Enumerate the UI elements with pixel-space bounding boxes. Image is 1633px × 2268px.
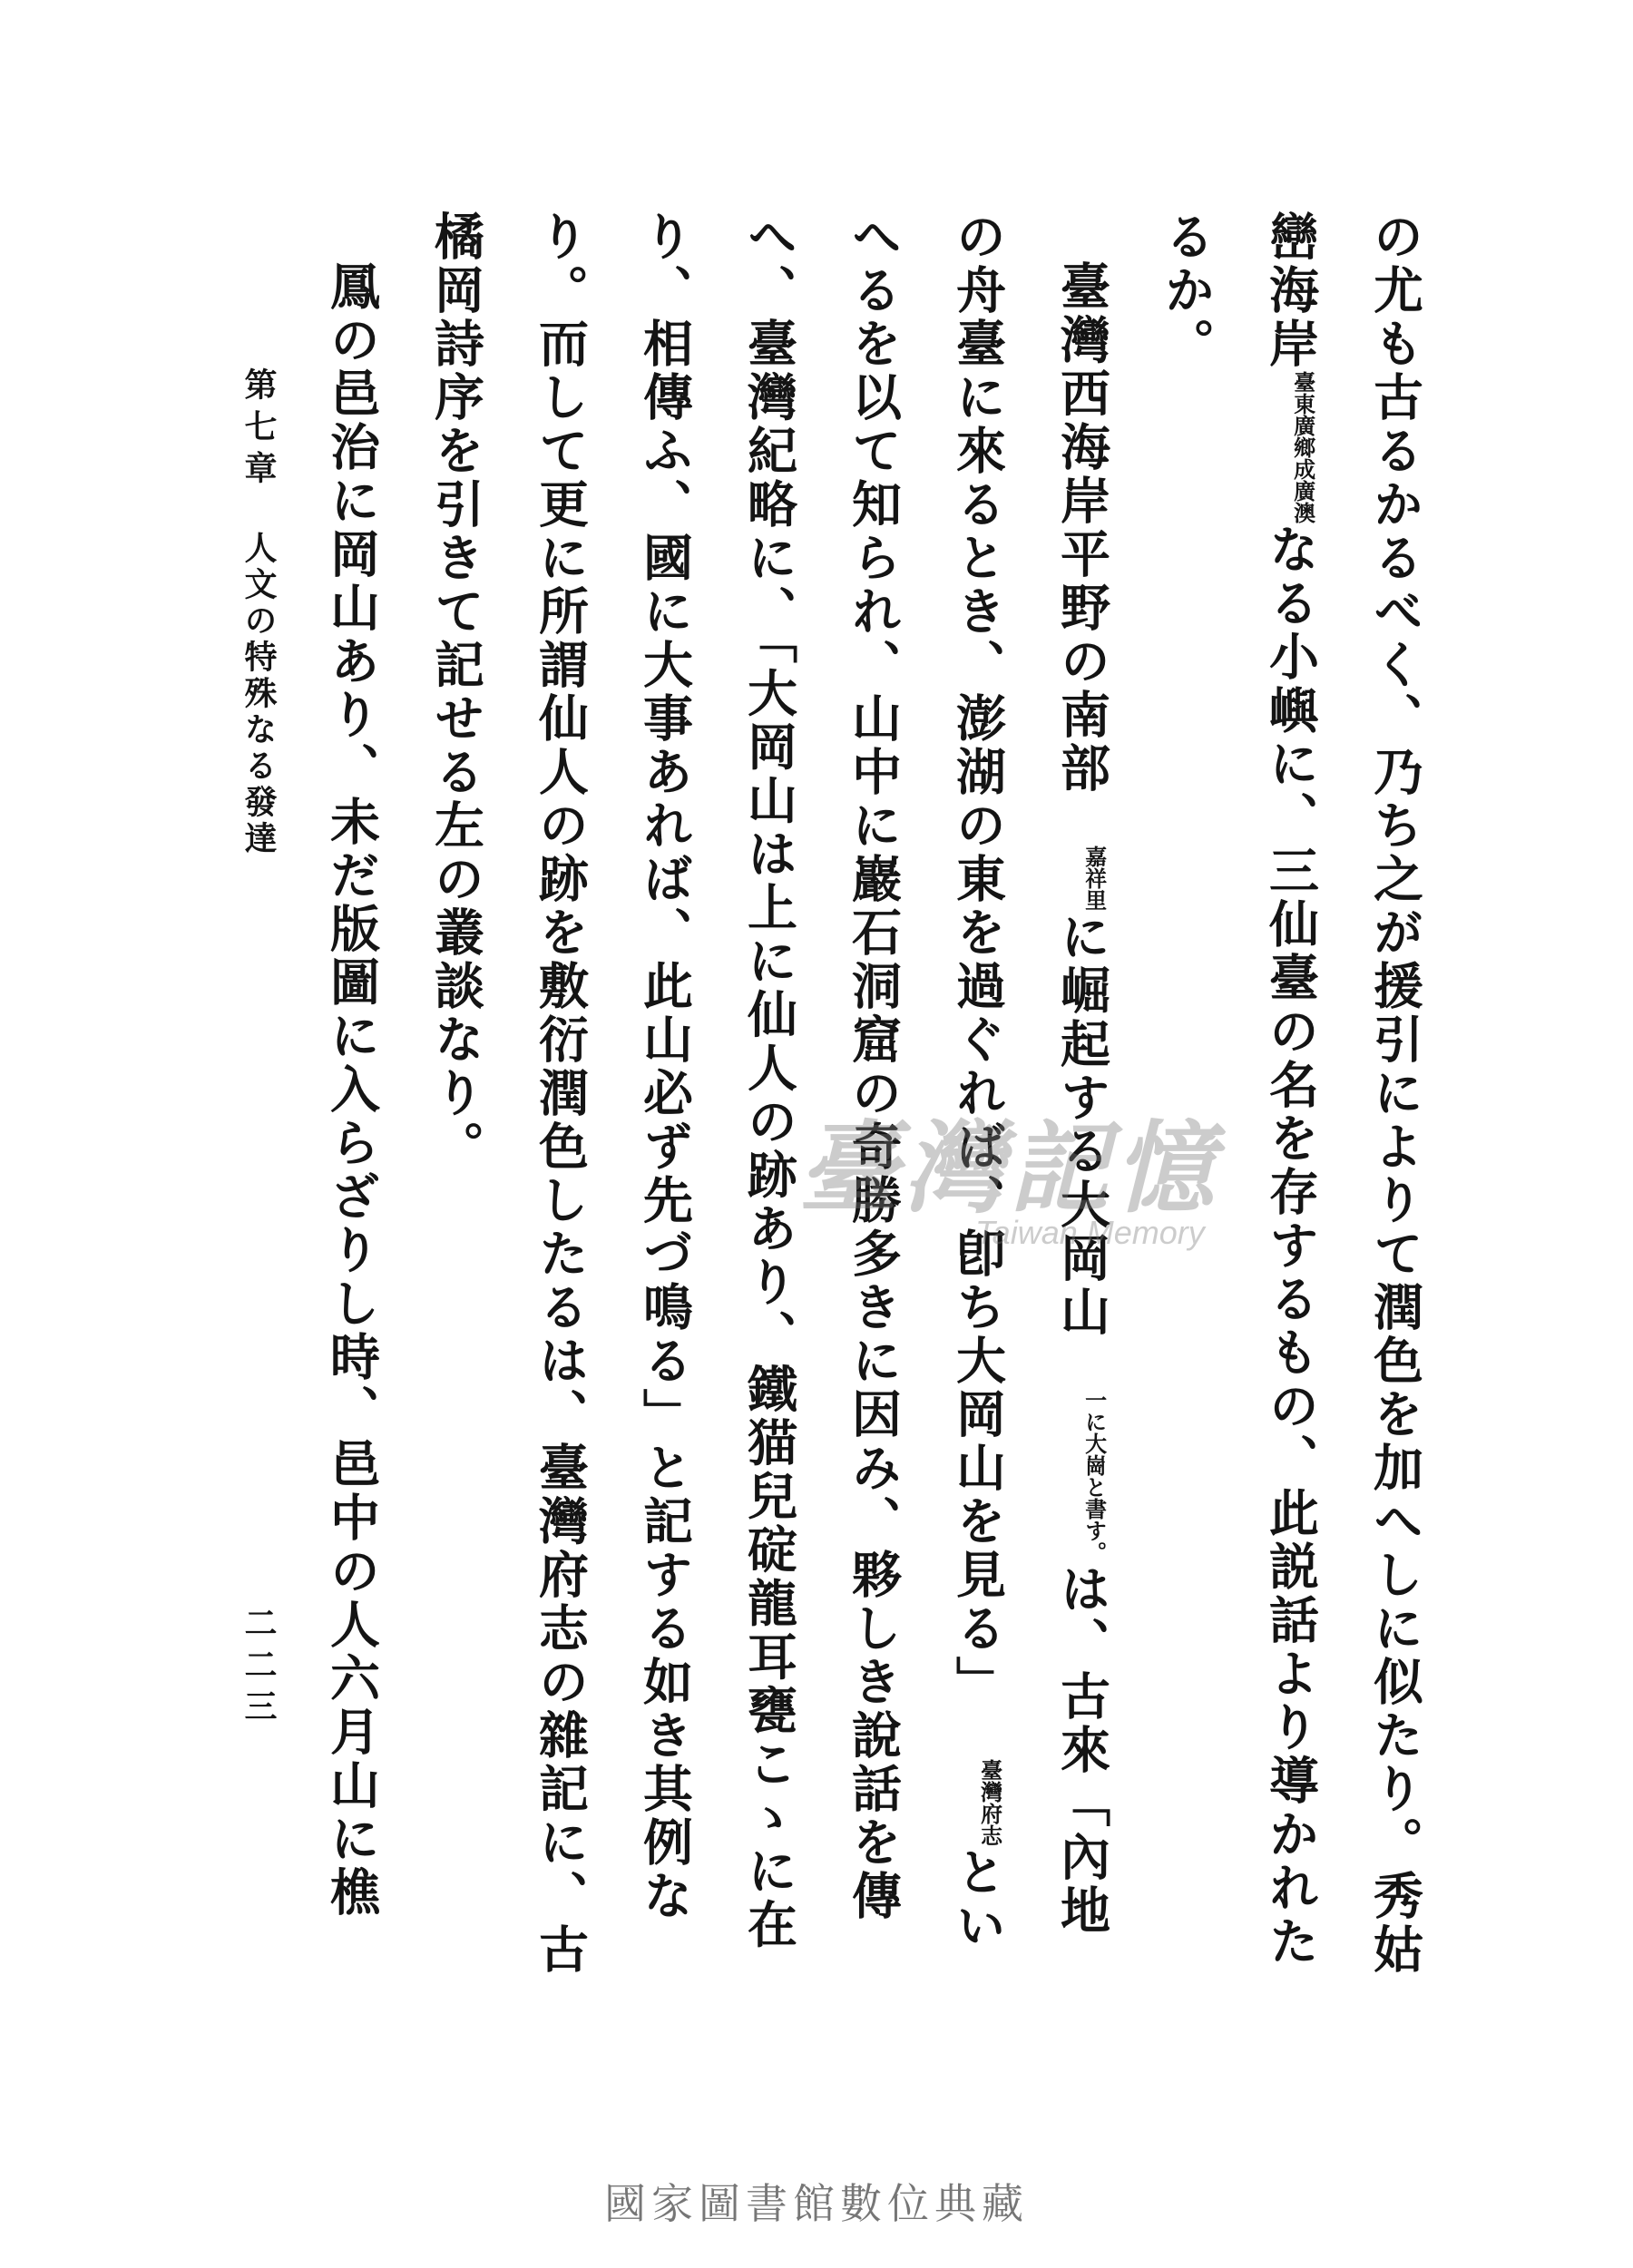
watermark-subtitle: Taiwan Memory	[975, 1214, 1205, 1251]
text-run: といへるを以て知られ、山中に巖石洞窟の奇勝多きに因み、夥しき說話を傳へ、臺灣紀略に、「大岡山は上に仙人の跡あり、鐵猫兒碇龍耳甕こゝに在り、相傳ふ、國に大事あれば、此山必ず先づ鳴る」と記する如き其例なり。而して更に所謂仙人の跡を敷衍潤色したるは、臺灣府志の雜記に、古橘岡詩序を引きて記せる左の叢談なり。	[426, 210, 1007, 1977]
inline-annotation: 嘉祥里	[1081, 846, 1108, 911]
page-number: 二二三	[240, 1606, 278, 1731]
paragraph-3	[295, 210, 404, 1989]
text-run: なる小嶼に、三仙臺の名を存するもの、此説話より導かれたるか。	[1157, 210, 1320, 1969]
text-run: の尤も古るかるべく、乃ち之が援引によりて潤色を加へしに似たり。秀姑巒海岸	[1261, 210, 1424, 1977]
running-footer	[231, 367, 286, 2037]
text-run: に崛起する大岡山	[1052, 911, 1111, 1339]
watermark-logo-text: 臺灣記憶	[798, 1113, 1219, 1225]
chapter-number: 第七章	[240, 367, 278, 493]
text-run: 鳳の邑治に岡山あり、未だ版圖に入らざりし時、邑中の人六月山に樵	[322, 260, 381, 1920]
collection-caption: 國家圖書館數位典藏	[604, 2179, 1029, 2228]
inline-annotation: 臺東廣鄉成廣澳	[1289, 371, 1316, 523]
text-run: 臺灣西海岸平野の南部	[1052, 260, 1111, 796]
text-run: は、古來「內地の舟臺に來るとき、澎湖の東を過ぐれば、卽ち大岡山を見る」	[948, 210, 1111, 1938]
inline-annotation: 一に大崗と書す。	[1081, 1389, 1108, 1563]
inline-annotation: 臺灣府志	[976, 1759, 1003, 1846]
watermark	[798, 1089, 1306, 1270]
chapter-title: 人文の特殊なる發達	[240, 531, 278, 857]
